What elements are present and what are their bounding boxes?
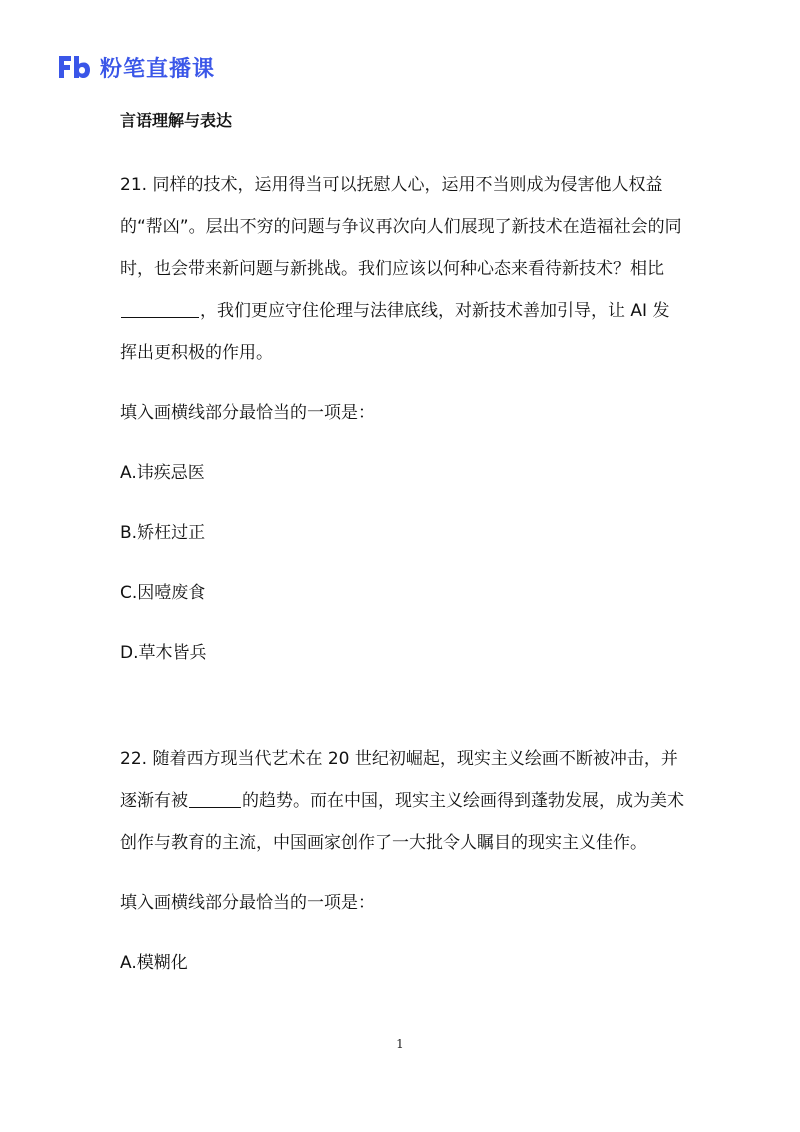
stem-text-before-blank: 21. 同样的技术，运用得当可以抚慰人心，运用不当则成为侵害他人权益的“帮凶”。层出不穷的问题与争议再次向人们展现了新技术在造福社会的同时，也会带来新问题与新挑战。我们应该以何种心态来看待新技术？相比: [120, 175, 682, 279]
question-stem: [120, 738, 686, 864]
brand-name: 粉笔直播课: [100, 56, 216, 82]
option-a: A.模糊化: [120, 953, 188, 973]
fb-logo-icon: [56, 53, 92, 81]
option-c: C.因噎废食: [120, 583, 206, 603]
page-header: [56, 50, 215, 84]
question-21: [120, 164, 686, 674]
question-22: [120, 738, 686, 984]
question-prompt: 填入画横线部分最恰当的一项是：: [120, 893, 375, 913]
question-list: [120, 164, 686, 984]
section-title: 言语理解与表达: [120, 111, 233, 130]
stem-text-before-blank: 22. 随着西方现当代艺术在 20 世纪初崛起，现实主义绘画不断被冲击，并逐渐有被: [120, 749, 678, 811]
question-prompt: 填入画横线部分最恰当的一项是：: [120, 403, 375, 423]
option-a: A.讳疾忌医: [120, 463, 205, 483]
question-stem: [120, 164, 686, 374]
option-d: D.草木皆兵: [120, 643, 207, 663]
option-b: B.矫枉过正: [120, 523, 206, 543]
fill-in-blank: [189, 806, 241, 808]
stem-text-after-blank: 的趋势。而在中国，现实主义绘画得到蓬勃发展，成为美术创作与教育的主流，中国画家创作了一大批令人瞩目的现实主义佳作。: [120, 791, 684, 853]
stem-text-after-blank: ，我们更应守住伦理与法律底线，对新技术善加引导，让 AI 发挥出更积极的作用。: [120, 301, 670, 363]
page-number: 1: [396, 1037, 404, 1051]
fill-in-blank: [121, 316, 199, 318]
